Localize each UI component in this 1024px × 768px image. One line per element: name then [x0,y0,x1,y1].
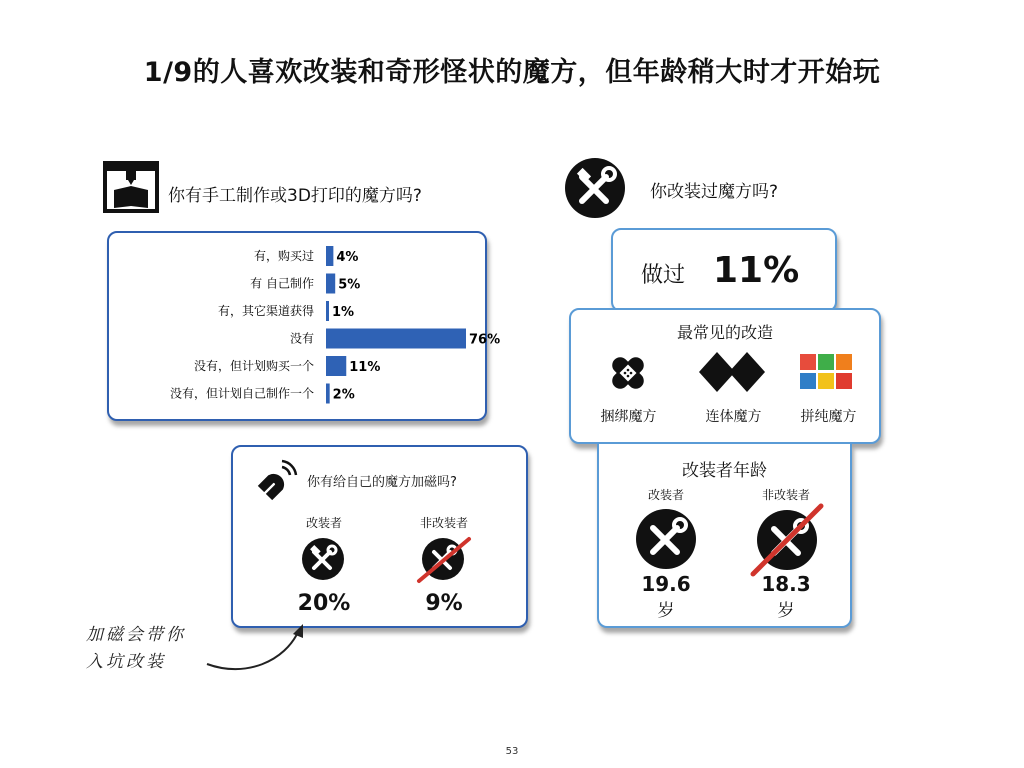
arrow-icon [195,622,315,692]
mod-age-unit-modders: 岁 [657,601,675,621]
bar [326,356,346,376]
magnet-group-label-nonmodders: 非改装者 [419,516,468,530]
bar-value-label: 5% [338,277,361,293]
color-grid-cell [836,354,852,370]
bar-category-label: 有，购买过 [253,249,314,263]
bar-value-label: 1% [332,305,355,320]
did-mod-card [611,228,837,312]
bar [326,301,329,321]
tools-icon [301,537,345,581]
page-title: 1/9的人喜欢改装和奇形怪状的魔方，但年龄稍大时才开始玩 [143,57,881,88]
tools-icon [564,157,626,219]
bar [326,384,330,404]
mod-item-label-0: 捆绑魔方 [600,409,657,425]
note-line-1: 加磁会带你 [86,625,186,645]
bar-value-label: 4% [336,250,359,265]
did-mod-label: 做过 [641,263,686,288]
magnet-pct-nonmodders: 9% [425,591,463,616]
bar [326,246,333,266]
magnet-group-label-modders: 改装者 [305,516,342,530]
note-line-2: 入坑改装 [86,652,166,672]
mod-age-unit-nonmodders: 岁 [777,601,795,621]
magnet-pct-modders: 20% [297,591,351,616]
bar-value-label: 2% [332,387,355,403]
bar-category-label: 有，其它渠道获得 [217,304,314,318]
mod-age-title: 改装者年龄 [682,461,767,481]
mod-age-value-nonmodders: 18.3 [761,572,811,596]
joined-cube-icon [697,350,767,394]
bandage-icon [607,352,649,394]
color-grid-cell [800,373,816,389]
mod-age-label-nonmodders: 非改装者 [761,488,810,502]
bar-value-label: 11% [349,360,381,375]
mod-age-value-modders: 19.6 [641,572,691,596]
3d-printer-icon [102,160,160,214]
magnet-question: 你有给自己的魔方加磁吗? [307,475,457,490]
bar-category-label: 没有，但计划购买一个 [193,359,314,373]
handwritten-note [86,622,186,676]
mod-item-label-1: 连体魔方 [705,409,762,425]
printer-icon-wrap [102,160,160,214]
color-grid-cell [836,373,852,389]
bar [326,274,335,294]
bar [326,329,466,349]
bar-category-label: 有 自己制作 [250,276,314,291]
common-mods-card [569,308,881,444]
color-grid-cell [818,373,834,389]
magnet-card [231,445,528,628]
mod-age-label-modders: 改装者 [647,488,684,502]
bar-category-label: 没有 [289,331,314,346]
bar-category-label: 没有，但计划自己制作一个 [169,386,314,401]
tools-crossed-icon [413,533,473,585]
color-grid-cell [818,354,834,370]
magnet-icon [255,459,297,499]
mod-item-label-2: 拼纯魔方 [800,409,857,425]
handmade-bar-chart [109,233,501,419]
modded-question: 你改装过魔方吗? [650,182,779,202]
did-mod-pct: 11% [713,250,800,291]
tools-crossed-icon [747,500,827,580]
bar-value-label: 76% [469,332,501,348]
tools-icon [635,508,697,570]
color-grid-icon [800,354,854,392]
handmade-question: 你有手工制作或3D打印的魔方吗? [168,186,422,206]
handmade-chart-card [107,231,501,421]
common-mods-title: 最常见的改造 [676,323,773,342]
mod-age-card [597,444,852,628]
color-grid-cell [800,354,816,370]
page-number: 53 [505,746,519,757]
